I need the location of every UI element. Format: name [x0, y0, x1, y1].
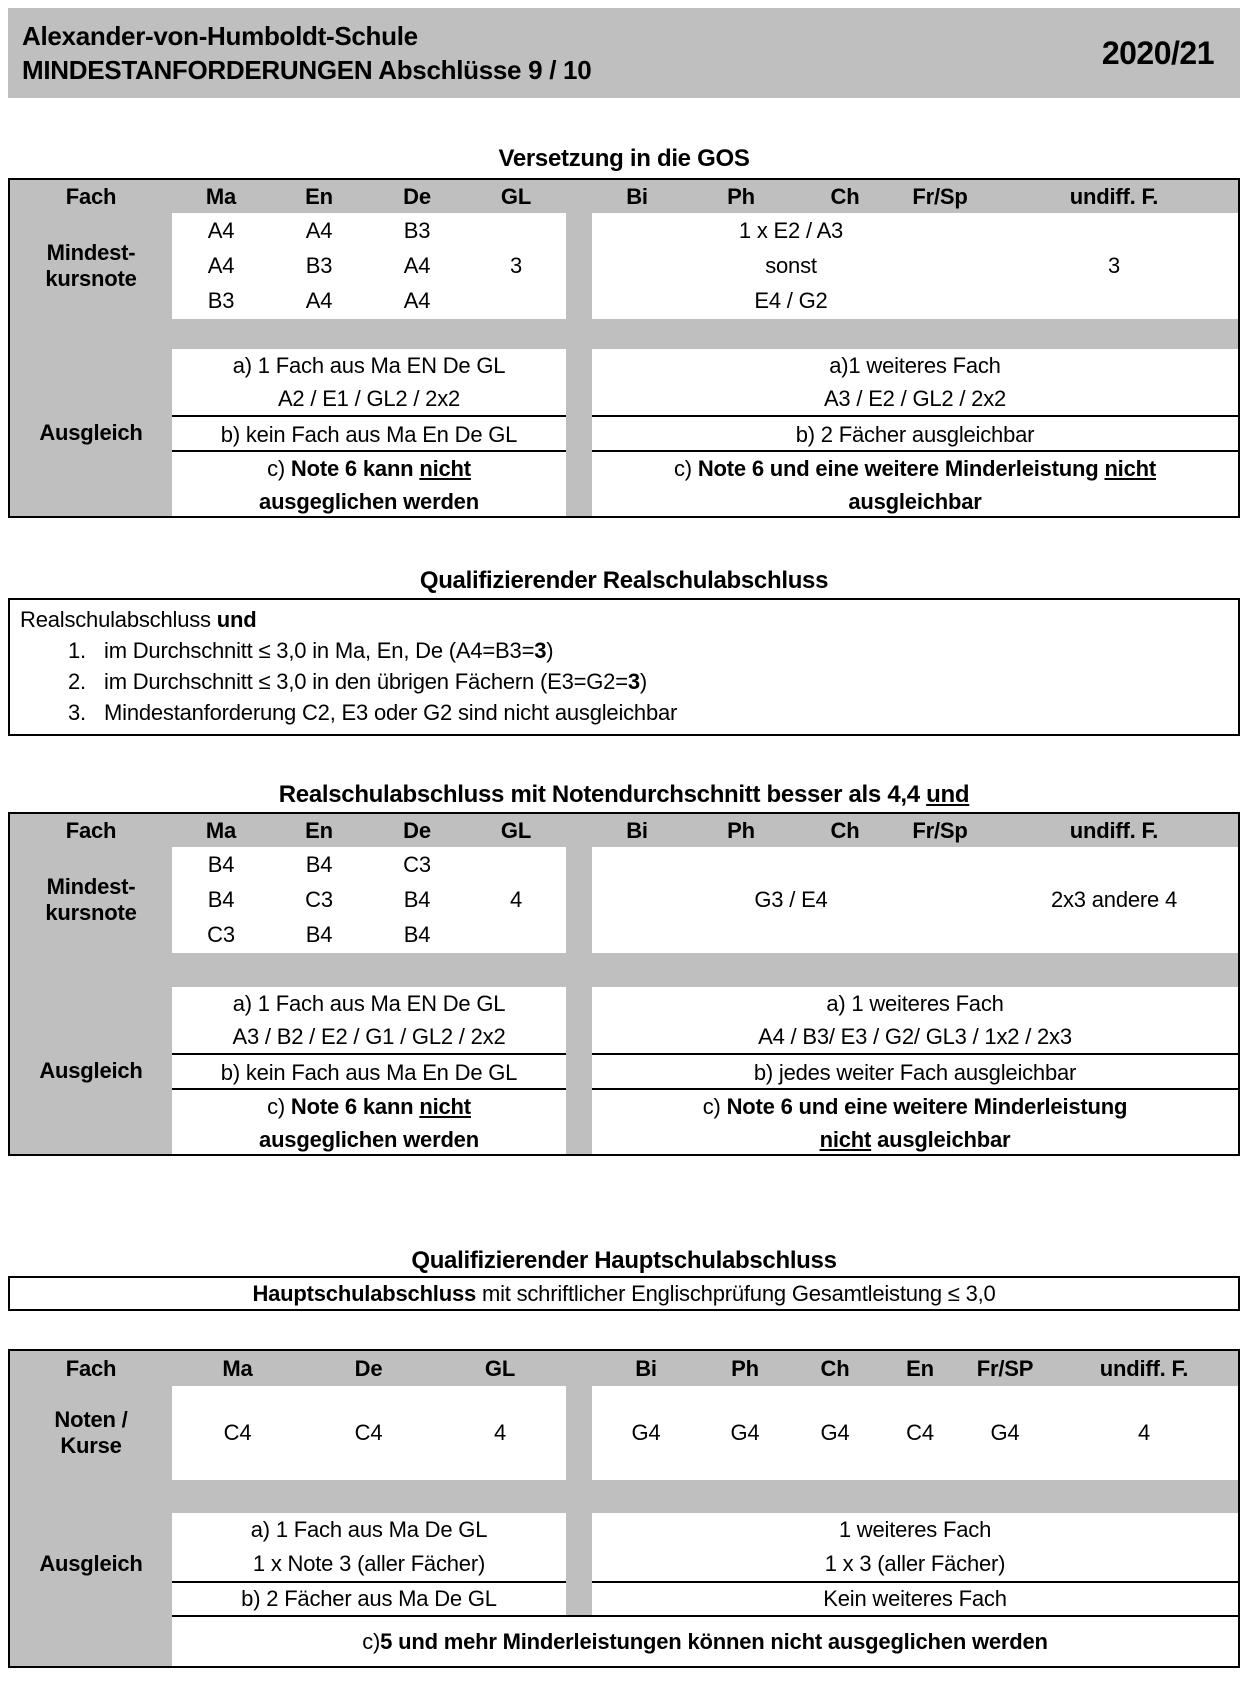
col-fach: Fach — [65, 183, 117, 209]
grades-gl: 3 — [509, 253, 523, 278]
ausgleich-c: c) Note 6 kann nicht ausgeglichen werden — [172, 450, 566, 516]
gos-ausgleich-label: Ausgleich — [39, 419, 143, 445]
grade-en: C4 — [906, 1420, 934, 1445]
haupt-ausgleich-label: Ausgleich — [39, 1551, 143, 1576]
real44-ausgleich-label: Ausgleich — [39, 1057, 143, 1083]
real44-table-header — [10, 814, 1238, 847]
document-title: MINDESTANFORDERUNGEN Abschlüsse 9 / 10 — [22, 55, 592, 85]
document-header — [8, 8, 1240, 98]
grades-undiff: 2x3 andere 4 — [1050, 887, 1178, 912]
ausgleich-a: 1 weiteres Fach 1 x 3 (aller Fächer) — [824, 1517, 1006, 1576]
ausgleich-b: b) kein Fach aus Ma En De GL — [172, 415, 566, 450]
section-title-real44: Realschulabschluss mit Notendurchschnitt besser als 4,4 und — [278, 781, 970, 808]
quali-haupt-text: Hauptschulabschluss mit schriftlicher Englischprüfung Gesamtleistung ≤ 3,0 — [252, 1280, 996, 1306]
col-gl: GL — [484, 1355, 516, 1381]
school-title-block — [22, 19, 591, 87]
ausgleich-c: c) 5 und mehr Minderleistungen können nicht ausgeglichen werden — [172, 1615, 1238, 1666]
section-title-quali-haupt: Qualifizierender Hauptschulabschluss — [411, 1247, 837, 1274]
gos-table-header — [10, 180, 1238, 213]
real44-ausgleich-row — [10, 987, 1238, 1154]
quali-real-box — [8, 598, 1240, 736]
haupt-grades-right-panel — [592, 1386, 1238, 1480]
ausgleich-a: a) 1 Fach aus Ma EN De GL A2 / E1 / GL2 / 2x2 — [232, 353, 506, 411]
col-frsp: Fr/Sp — [912, 183, 968, 209]
grades-ma: A4 A4 B3 — [207, 218, 235, 313]
col-frsp: Fr/SP — [976, 1355, 1034, 1381]
col-bi: Bi — [635, 1355, 657, 1381]
haupt-grades-row — [10, 1386, 1238, 1480]
grades-undiff: 3 — [1107, 253, 1121, 278]
ausgleich-a: a) 1 Fach aus Ma De GL 1 x Note 3 (aller Fächer) — [250, 1517, 488, 1576]
gos-table — [8, 178, 1240, 518]
col-de: De — [354, 1355, 383, 1381]
ausgleich-b: b) 2 Fächer aus Ma De GL — [172, 1581, 566, 1615]
col-undiff: undiff. F. — [1099, 1355, 1189, 1381]
quali-real-intro: Realschulabschluss und — [20, 607, 257, 632]
col-ma: Ma — [205, 817, 237, 843]
col-bi: Bi — [626, 183, 648, 209]
col-ph: Ph — [731, 1355, 759, 1381]
ausgleich-c: c) Note 6 kann nicht ausgeglichen werden — [172, 1088, 566, 1154]
haupt-ausgleich-right-panel — [592, 1513, 1238, 1615]
haupt-ausgleich-left-panel — [172, 1513, 566, 1615]
col-ch: Ch — [830, 817, 860, 843]
col-gl: GL — [500, 183, 532, 209]
ausgleich-b: b) 2 Fächer ausgleichbar — [592, 415, 1238, 450]
real44-table — [8, 812, 1240, 1156]
ausgleich-c: c) Note 6 und eine weitere Minderleistung nicht ausgleichbar — [592, 1088, 1238, 1154]
grade-bi: G4 — [631, 1420, 661, 1445]
ausgleich-c: c) Note 6 und eine weitere Minderleistung nicht ausgleichbar — [592, 450, 1238, 516]
ausgleich-a: a) 1 weiteres Fach A4 / B3/ E3 / G2/ GL3 / 1x2 / 2x3 — [758, 991, 1072, 1049]
col-ph: Ph — [727, 183, 755, 209]
real44-ausgleich-left-panel — [172, 987, 566, 1154]
ausgleich-a: a) 1 Fach aus Ma EN De GL A3 / B2 / E2 / G1 / GL2 / 2x2 — [232, 991, 506, 1049]
ausgleich-b: b) kein Fach aus Ma En De GL — [172, 1053, 566, 1088]
school-name: Alexander-von-Humboldt-Schule — [22, 21, 418, 51]
grade-de: C4 — [354, 1420, 383, 1445]
haupt-spacer — [10, 1480, 1238, 1513]
real44-grades-left-panel — [172, 847, 566, 953]
gos-grades-left-panel — [172, 213, 566, 319]
ausgleich-a: a)1 weiteres Fach A3 / E2 / GL2 / 2x2 — [823, 353, 1007, 411]
grades-de: C3 B4 B4 — [403, 852, 431, 947]
quali-real-item: 3. Mindestanforderung C2, E3 oder G2 sind nicht ausgleichbar — [68, 700, 678, 725]
gos-grades-row — [10, 213, 1238, 319]
col-en: En — [305, 183, 333, 209]
grade-gl: 4 — [493, 1420, 507, 1445]
col-ch: Ch — [820, 1355, 850, 1381]
col-fach: Fach — [65, 1355, 117, 1381]
grade-frsp: G4 — [990, 1420, 1020, 1445]
quali-haupt-box — [8, 1276, 1240, 1311]
quali-real-item: 1. im Durchschnitt ≤ 3,0 in Ma, En, De (A4=B3=3) — [68, 638, 554, 663]
col-ch: Ch — [830, 183, 860, 209]
real44-spacer — [10, 953, 1238, 987]
section-title-gos: Versetzung in die GOS — [498, 145, 750, 172]
grades-science-block: G3 / E4 — [754, 887, 828, 912]
col-de: De — [403, 817, 431, 843]
col-ma: Ma — [222, 1355, 253, 1381]
col-undiff: undiff. F. — [1069, 183, 1159, 209]
section-title-quali-real: Qualifizierender Realschulabschluss — [419, 567, 829, 594]
real44-row-label: Mindest- kursnote — [45, 874, 137, 925]
ausgleich-b: b) jedes weiter Fach ausgleichbar — [592, 1053, 1238, 1088]
haupt-grades-left-panel — [172, 1386, 566, 1480]
real44-ausgleich-right-panel — [592, 987, 1238, 1154]
haupt-table — [8, 1349, 1240, 1668]
quali-real-item: 2. im Durchschnitt ≤ 3,0 in den übrigen Fächern (E3=G2=3) — [68, 669, 648, 694]
gos-ausgleich-right-panel — [592, 349, 1238, 516]
col-en: En — [906, 1355, 934, 1381]
haupt-ausgleich-row — [10, 1513, 1238, 1615]
col-de: De — [403, 183, 431, 209]
ausgleich-b: Kein weiteres Fach — [592, 1581, 1238, 1615]
grades-de: B3 A4 A4 — [403, 218, 431, 313]
real44-grades-row — [10, 847, 1238, 953]
col-bi: Bi — [626, 817, 648, 843]
haupt-table-header — [10, 1351, 1238, 1386]
col-frsp: Fr/Sp — [912, 817, 968, 843]
haupt-c-row — [10, 1615, 1238, 1666]
grades-en: B4 C3 B4 — [305, 852, 333, 947]
haupt-row-label: Noten / Kurse — [54, 1407, 128, 1458]
col-ph: Ph — [727, 817, 755, 843]
col-undiff: undiff. F. — [1069, 817, 1159, 843]
gos-spacer — [10, 319, 1238, 349]
grade-ch: G4 — [820, 1420, 850, 1445]
grades-science-block: 1 x E2 / A3 sonst E4 / G2 — [738, 218, 844, 313]
grade-ma: C4 — [223, 1420, 252, 1445]
school-year: 2020/21 — [1101, 34, 1214, 71]
col-en: En — [305, 817, 333, 843]
grade-ph: G4 — [730, 1420, 760, 1445]
gos-ausgleich-left-panel — [172, 349, 566, 516]
real44-grades-right-panel — [592, 847, 1238, 953]
col-fach: Fach — [65, 817, 117, 843]
grade-undiff: 4 — [1137, 1420, 1151, 1445]
grades-en: A4 B3 A4 — [305, 218, 333, 313]
gos-ausgleich-row — [10, 349, 1238, 516]
col-ma: Ma — [205, 183, 237, 209]
gos-row-label: Mindest- kursnote — [45, 240, 137, 291]
gos-grades-right-panel — [592, 213, 1238, 319]
grades-ma: B4 B4 C3 — [207, 852, 235, 947]
col-gl: GL — [500, 817, 532, 843]
grades-gl: 4 — [509, 887, 523, 912]
